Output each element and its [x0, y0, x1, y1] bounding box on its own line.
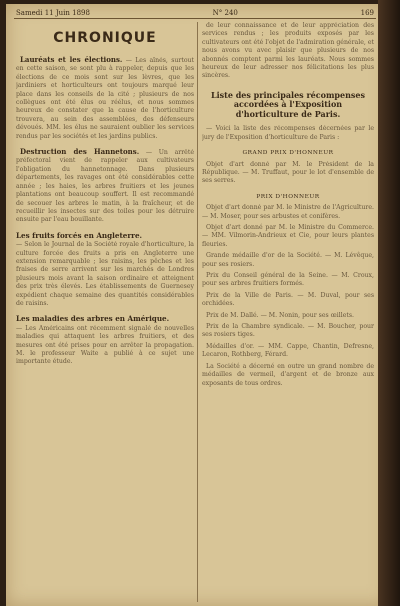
article-text: — Les Américains ont récemment signalé de nouvelles maladies qui attaquent les arbres fruitiers, et des mesures ont été prises pour en arrêter la propagation. M. le professeur Waite a publié à ce sujet une importante étude. [16, 324, 194, 366]
grand-prix-label: GRAND PRIX D'HONNEUR [242, 150, 334, 157]
awards-list [202, 204, 374, 388]
column-divider [197, 22, 198, 602]
award-entry: Prix de la Chambre syndicale. — M. Boucher, pour ses rosiers tiges. [202, 323, 374, 339]
grand-prix-text: Objet d'art donné par M. le Président de la République. — M. Truffaut, pour le lot d'ensemble de ses serres. [202, 160, 374, 185]
award-entry: Grande médaille d'or de la Société. — M. Lévêque, pour ses rosiers. [202, 252, 374, 268]
header-page-number: 169 [360, 8, 374, 17]
intro-paragraph: de leur connaissance et de leur appréciation des services rendus ; les produits exposés par les cultivateurs ont été l'objet de l'admiration générale, et nous avons vu avec plaisir que plusieurs de nos abonnés comptent parmi les lauréats. Nous sommes heureux de leur adresser nos félicitations les plus sincères. [202, 22, 374, 80]
article-title: Destruction des Hannetons. [20, 147, 140, 157]
award-entry: Objet d'art donné par M. le Ministre de l'Agriculture. — M. Moser, pour ses arbustes et conifères. [202, 204, 374, 220]
chronique-title: CHRONIQUE [53, 30, 157, 46]
right-column [202, 22, 374, 602]
article-text: — Selon le Journal de la Société royale d'horticulture, la culture forcée des fruits a pris en Angleterre une extension remarquable ; les raisins, les pêches et les fraises de serre arrivent sur les marchés de Londres plusieurs mois avant la saison ordinaire et atteignent des prix très élevés. Les établissements de Guernesey expédient chaque semaine des quantités considérables de raisins. [16, 241, 194, 307]
award-entry: La Société a décerné en outre un grand nombre de médailles de vermeil, d'argent et de bronze aux exposants de tous ordres. [202, 362, 374, 387]
article-fruits-forces [16, 232, 194, 309]
awards-intro: — Voici la liste des récompenses décernées par le jury de l'Exposition d'horticulture de Paris : [202, 125, 374, 141]
newspaper-page [6, 4, 388, 606]
header-number: N° 240 [212, 8, 238, 17]
article-title: Les maladies des arbres en Amérique. [16, 314, 170, 324]
header-divider [14, 18, 376, 19]
header-date: Samedi 11 Juin 1898 [16, 8, 90, 17]
article-title: Lauréats et les élections. [20, 55, 123, 64]
book-spine [378, 0, 400, 606]
award-entry: Prix de la Ville de Paris. — M. Duval, pour ses orchidées. [202, 291, 374, 308]
prix-honneur-label: PRIX D'HONNEUR [256, 193, 320, 200]
article-elections [16, 56, 194, 141]
awards-section-title: Liste des principales récompenses accordées à l'Exposition d'horticulture de Paris. [210, 89, 366, 119]
left-column [16, 22, 194, 602]
award-entry: Objet d'art donné par M. le Ministre du Commerce. — MM. Vilmorin-Andrieux et Cie, pour leurs plantes fleuries. [202, 224, 374, 248]
award-entry: Prix du Conseil général de la Seine. — M. Croux, pour ses arbres fruitiers formés. [202, 272, 374, 288]
article-maladies [16, 315, 194, 366]
article-text: — Les aînés, surtout en cette saison, se sont plu à rappeler, depuis que les élections de ce mois sont sur les lèvres, que les jardiniers et horticulteurs ont toujours marqué leur place dans les conseils de la cité ; plusieurs de nos collègues ont été élus ou réélus, et nous sommes heureux de constater que la cause de l'horticulture trouvera, au sein des assemblées, des défenseurs dévoués. MM. les élus ne sauraient oublier les services rendus par les sociétés et les jardins publics. [16, 57, 194, 140]
article-title: Les fruits forcés en Angleterre. [16, 230, 143, 240]
page-header [16, 7, 374, 18]
award-entry: Prix de M. Dallé. — M. Nonin, pour ses œillets. [206, 311, 354, 319]
article-hannetons [16, 148, 194, 225]
article-text: — Un arrêté préfectoral vient de rappeler aux cultivateurs l'obligation du hannetonnage. Dans plusieurs départements, les ravages ont été considérables cette année ; les haies, les arbres fruitiers et les jeunes plantations ont beaucoup souffert. Il est recommandé de secouer les arbres le matin, à la fraîcheur, et de recueillir les insectes sur des toiles pour les détruire ensuite par l'eau bouillante. [16, 149, 194, 224]
award-entry: Médailles d'or. — MM. Cappe, Chantin, Defresne, Lecaron, Rothberg, Férard. [202, 342, 374, 359]
